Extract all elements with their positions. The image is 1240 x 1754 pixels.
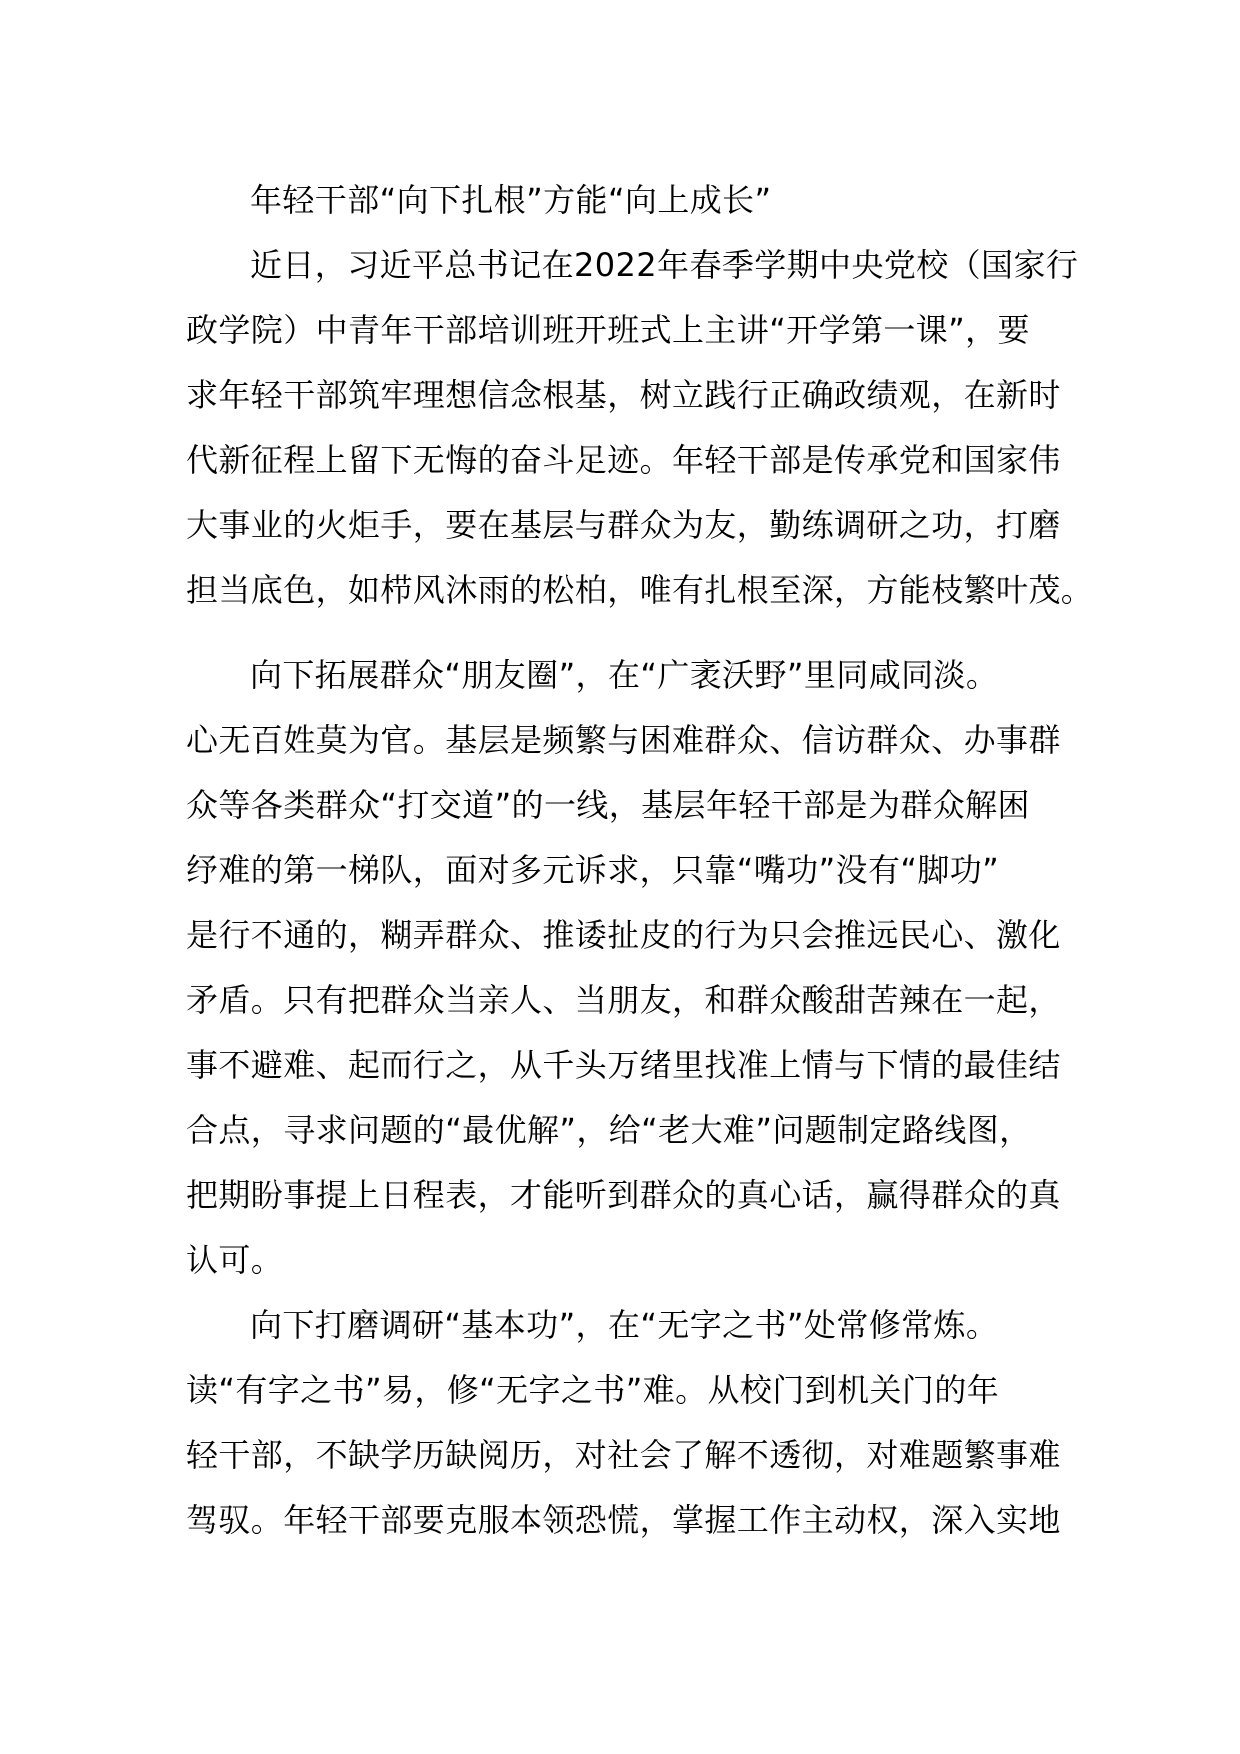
paragraph-line: 近日，习近平总书记在2022年春季学期中央党校（国家行 <box>250 246 1079 284</box>
paragraph-1 <box>186 233 1094 623</box>
paragraph-3 <box>186 1293 1066 1553</box>
paragraph-line: 心无百姓莫为官。基层是频繁与困难群众、信访群众、办事群 <box>186 721 1061 759</box>
paragraph-line: 大事业的火炬手，要在基层与群众为友，勤练调研之功，打磨 <box>186 506 1061 544</box>
paragraph-line: 读“有字之书”易，修“无字之书”难。从校门到机关门的年 <box>186 1371 1000 1409</box>
paragraph-line: 矛盾。只有把群众当亲人、当朋友，和群众酸甜苦辣在一起， <box>186 981 1061 1019</box>
paragraph-line: 事不避难、起而行之，从千头万绪里找准上情与下情的最佳结 <box>186 1046 1061 1084</box>
document-body <box>186 168 1094 1553</box>
paragraph-spacer <box>186 623 1066 643</box>
paragraph-line: 政学院）中青年干部培训班开班式上主讲“开学第一课”，要 <box>186 311 1030 349</box>
paragraph-2 <box>186 643 1066 1293</box>
paragraph-line: 把期盼事提上日程表，才能听到群众的真心话，赢得群众的真 <box>186 1176 1061 1214</box>
paragraph-line: 是行不通的，糊弄群众、推诿扯皮的行为只会推远民心、激化 <box>186 916 1061 954</box>
paragraph-line: 合点，寻求问题的“最优解”，给“老大难”问题制定路线图， <box>186 1111 1032 1149</box>
paragraph-line: 众等各类群众“打交道”的一线，基层年轻干部是为群众解困 <box>186 786 1030 824</box>
paragraph-line: 代新征程上留下无悔的奋斗足迹。年轻干部是传承党和国家伟 <box>186 441 1061 479</box>
paragraph-line: 向下拓展群众“朋友圈”，在“广袤沃野”里同咸同淡。 <box>250 656 999 694</box>
paragraph-line: 向下打磨调研“基本功”，在“无字之书”处常修常炼。 <box>250 1306 999 1344</box>
paragraph-line: 认可。 <box>186 1241 284 1279</box>
document-title: 年轻干部“向下扎根”方能“向上成长” <box>250 181 772 219</box>
paragraph-line: 纾难的第一梯队，面对多元诉求，只靠“嘴功”没有“脚功” <box>186 851 1000 889</box>
paragraph-line: 求年轻干部筑牢理想信念根基，树立践行正确政绩观，在新时 <box>186 376 1061 414</box>
paragraph-line: 担当底色，如栉风沐雨的松柏，唯有扎根至深，方能枝繁叶茂。 <box>186 571 1094 609</box>
paragraph-line: 驾驭。年轻干部要克服本领恐慌，掌握工作主动权，深入实地 <box>186 1501 1061 1539</box>
paragraph-line: 轻干部，不缺学历缺阅历，对社会了解不透彻，对难题繁事难 <box>186 1436 1061 1474</box>
